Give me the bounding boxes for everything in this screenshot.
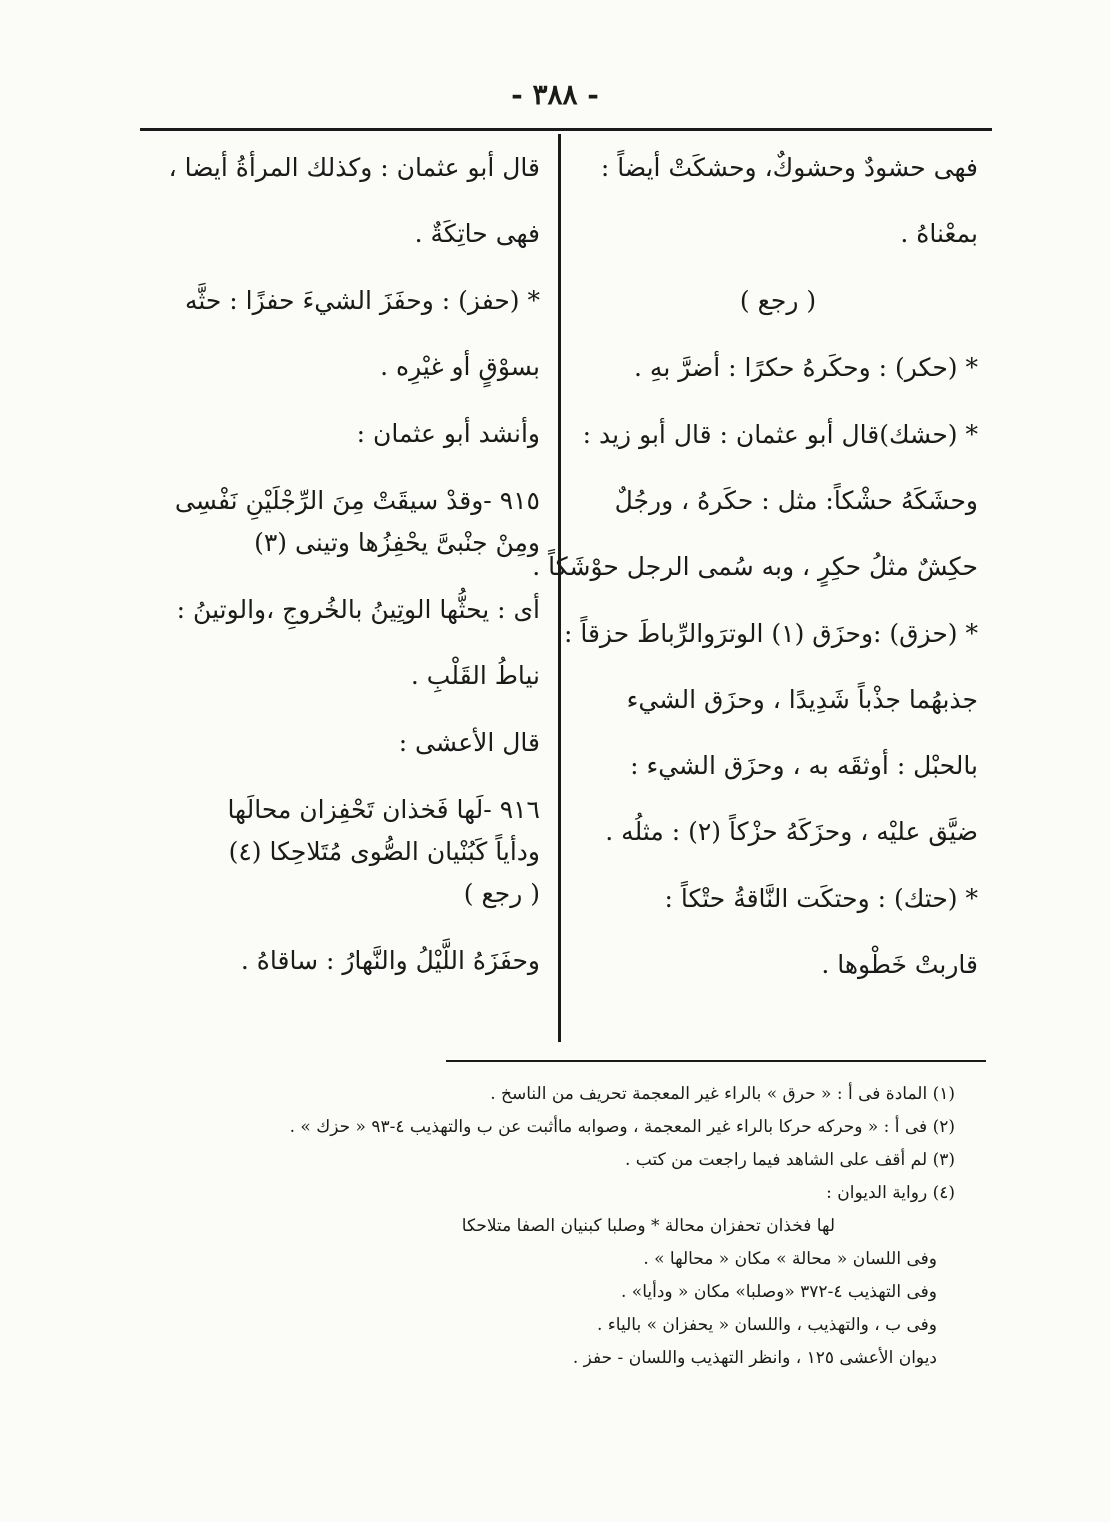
text-line: * (حشك)قال أبو عثمان : قال أبو زيد : xyxy=(582,420,978,449)
footnote: (٤) رواية الديوان : xyxy=(826,1183,955,1203)
text-line: * (حفز) : وحفَزَ الشيءَ حفزًا : حثَّه xyxy=(184,286,540,315)
footnote: ديوان الأعشى ١٢٥ ، وانظر التهذيب واللسان - حفز . xyxy=(572,1348,937,1368)
text-block xyxy=(140,943,540,979)
page-number: - ٣٨٨ - xyxy=(511,78,599,111)
text-block xyxy=(140,592,540,694)
text-block xyxy=(578,350,978,386)
footnote: لها فخذان تحفزان محالة * وصلبا كبنيان الصفا متلاحكا xyxy=(461,1216,835,1236)
text-line: قاربتْ خَطْوها . xyxy=(821,950,978,979)
left-column xyxy=(140,150,540,1010)
text-line: جذبهُما جذْباً شَدِيدًا ، وحزَق الشيء xyxy=(626,685,978,714)
footnote-rule xyxy=(446,1060,986,1062)
text-block xyxy=(140,150,540,252)
footnote: (٢) فى أ : « وحرکه حرکا بالراء غير المعجمة ، وصوابه ماأثبت عن ب والتهذيب ٤-٩٣ « حزك » . xyxy=(289,1117,955,1137)
right-column xyxy=(532,150,978,1014)
footnote: وفى ب ، والتهذيب ، واللسان « يحفزان » بالياء . xyxy=(596,1315,937,1335)
text-line: ( رجع ) xyxy=(463,879,540,908)
text-line: فهى حاتِكَةٌ . xyxy=(414,219,540,248)
text-block xyxy=(140,483,540,561)
text-line: ضيَّق عليْه ، وحزَكَهُ حزْكاً (٢) : مثلُه . xyxy=(605,817,978,846)
text-line: ودأياً كَبُنْيان الصُّوى مُتَلاحِكا (٤) xyxy=(228,837,540,866)
text-line: بسوْقٍ أو غيْرِه . xyxy=(380,352,540,381)
column-divider xyxy=(558,134,561,1042)
text-line: حكِشٌ مثلُ حكِرٍ ، وبه سُمى الرجل حوْشَكاً . xyxy=(532,552,978,581)
text-line: وحفَزَهُ اللَّيْلُ والنَّهارُ : ساقاهُ . xyxy=(240,946,540,975)
text-block xyxy=(578,881,978,983)
footnote: (٣) لم أقف على الشاهد فيما راجعت من كتب . xyxy=(624,1150,955,1170)
text-block xyxy=(140,416,540,452)
text-line: ومِنْ جنْبىَّ يحْفِزُها وتينى (٣) xyxy=(254,528,540,557)
text-line: قال أبو عثمان : وكذلك المرأةُ أيضا ، xyxy=(168,153,540,182)
footnotes xyxy=(150,1078,955,1375)
text-line: ٩١٦ -لَها فَخذان تَحْفِزان محالَها xyxy=(227,795,540,824)
text-line: ( رجع ) xyxy=(739,286,817,315)
footnote: وفى اللسان « محالة » مكان « محالها » . xyxy=(643,1249,937,1269)
text-block xyxy=(563,616,978,850)
text-line: أى : يحثُّها الوتِينُ بالخُروجِ ،والوتينُ : xyxy=(176,595,540,624)
text-line: بالحبْل : أوثقَه به ، وحزَق الشيء : xyxy=(630,751,978,780)
text-block xyxy=(140,792,540,912)
text-block xyxy=(578,283,978,319)
text-line: بمعْناهُ . xyxy=(900,219,978,248)
text-line: ٩١٥ -وقدْ سيقَتْ مِنَ الرِّجْلَيْنِ نَفْسِى xyxy=(174,486,540,515)
text-line: نياطُ القَلْبِ . xyxy=(410,661,540,690)
text-line: * (حزق) :وحزَق (١) الوترَوالرِّباطَ حزقاً : xyxy=(563,619,978,648)
text-line: وأنشد أبو عثمان : xyxy=(356,419,540,448)
text-line: فهى حشودٌ وحشوكٌ، وحشكَتْ أيضاً : xyxy=(600,153,978,182)
header-rule xyxy=(140,128,992,131)
text-block xyxy=(578,150,978,252)
text-line: * (حتك) : وحتكَت النَّاقةُ حتْكاً : xyxy=(664,884,978,913)
text-line: وحشَكَهُ حشْكاً: مثل : حكَرهُ ، ورجُلٌ xyxy=(614,486,978,515)
text-line: * (حكر) : وحكَرهُ حكرًا : أضرَّ بهِ . xyxy=(634,353,978,382)
text-block xyxy=(140,283,540,385)
text-line: قال الأعشى : xyxy=(398,728,540,757)
footnote: وفى التهذيب ٤-٣٧٢ «وصلبا» مكان « ودأيا» . xyxy=(620,1282,937,1302)
text-block xyxy=(140,725,540,761)
footnote: (١) المادة فى أ : « حرق » بالراء غير المعجمة تحريف من الناسخ . xyxy=(490,1084,955,1104)
text-block xyxy=(532,417,978,585)
